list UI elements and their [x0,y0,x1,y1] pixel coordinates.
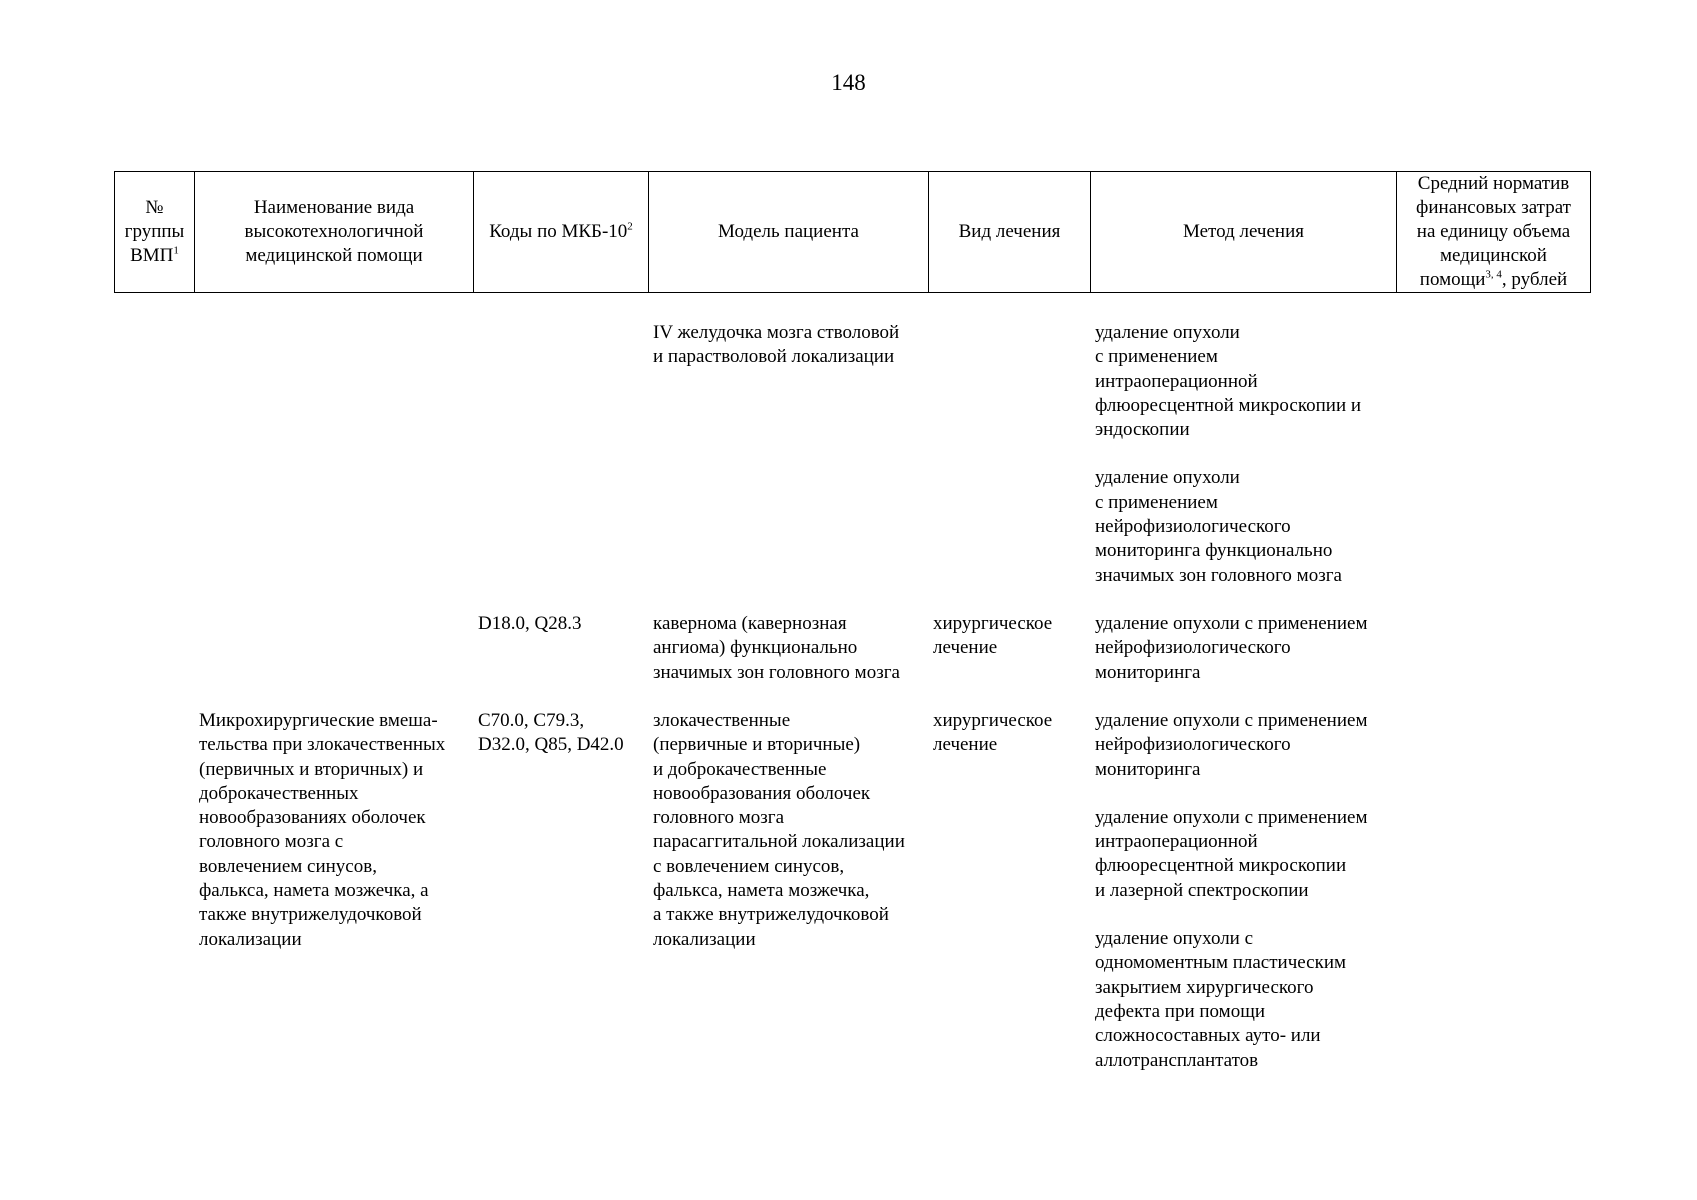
header-patient-model: Модель пациента [649,172,929,293]
header-care-name: Наименование вида высокотехнологичной медицинской помощи [195,172,474,293]
treatment-method: удаление опухоли с одномоментным пластическим закрытием хирургического дефекта при помощи сложносоставных ауто- или аллотрансплантатов [1095,928,1347,1071]
treatment-method-cell [1090,321,1396,588]
patient-model-cell: IV желудочка мозга стволовой и парастволовой локализации [653,322,900,368]
treatment-method: удаление опухоли с применением интраоперационной флюоресцентной микроскопии и эндоскопии [1095,322,1362,441]
header-icd-codes: Коды по МКБ-$10^2$ [474,172,649,293]
header-treatment-type: Вид лечения [929,172,1091,293]
header-cost: Средний норматив финансовых затрат на единицу объема медицинской помощи$^{3, 4}$, рублей [1397,172,1591,293]
icd-codes-cell: C70.0, C79.3, D32.0, Q85, D42.0 [478,710,624,756]
treatment-method-cell [1090,612,1396,685]
treatment-type-cell: хирургическое лечение [933,710,1053,756]
treatment-method-cell [1090,709,1396,1073]
header-treatment-method: Метод лечения [1091,172,1397,293]
treatment-type-cell: хирургическое лечение [933,613,1053,659]
table-header [114,171,1591,293]
icd-codes-cell: D18.0, Q28.3 [478,613,582,634]
patient-model-cell: злокачественные (первичные и вторичные) и доброкачественные новообразования оболочек головного мозга парасаггитальной локализации с вовлечением синусов, фалькса, намета мозжечка, а также внутрижелудочковой локализации [653,710,905,950]
header-group-no: № группы ВМП$^1$ [115,172,195,293]
treatment-method: удаление опухоли с применением нейрофизиологического мониторинга [1095,613,1368,683]
treatment-method: удаление опухоли с применением нейрофизиологического мониторинга функционально значимых зон головного мозга [1095,467,1342,586]
page-number: 148 [831,70,866,95]
treatment-method: удаление опухоли с применением интраоперационной флюоресцентной микроскопии и лазерной спектроскопии [1095,806,1368,901]
treatment-method: удаление опухоли с применением нейрофизиологического мониторинга [1095,710,1368,780]
care-name-cell: Микрохирургические вмеша- тельства при злокачественных (первичных и вторичных) и доброкачественных новообразованиях оболочек головного мозга с вовлечением синусов, фалькса, намета мозжечка, а также внутрижелудочковой локализации [199,710,446,950]
patient-model-cell: кавернома (кавернозная ангиома) функционально значимых зон головного мозга [653,613,900,683]
header-row [115,172,1591,293]
